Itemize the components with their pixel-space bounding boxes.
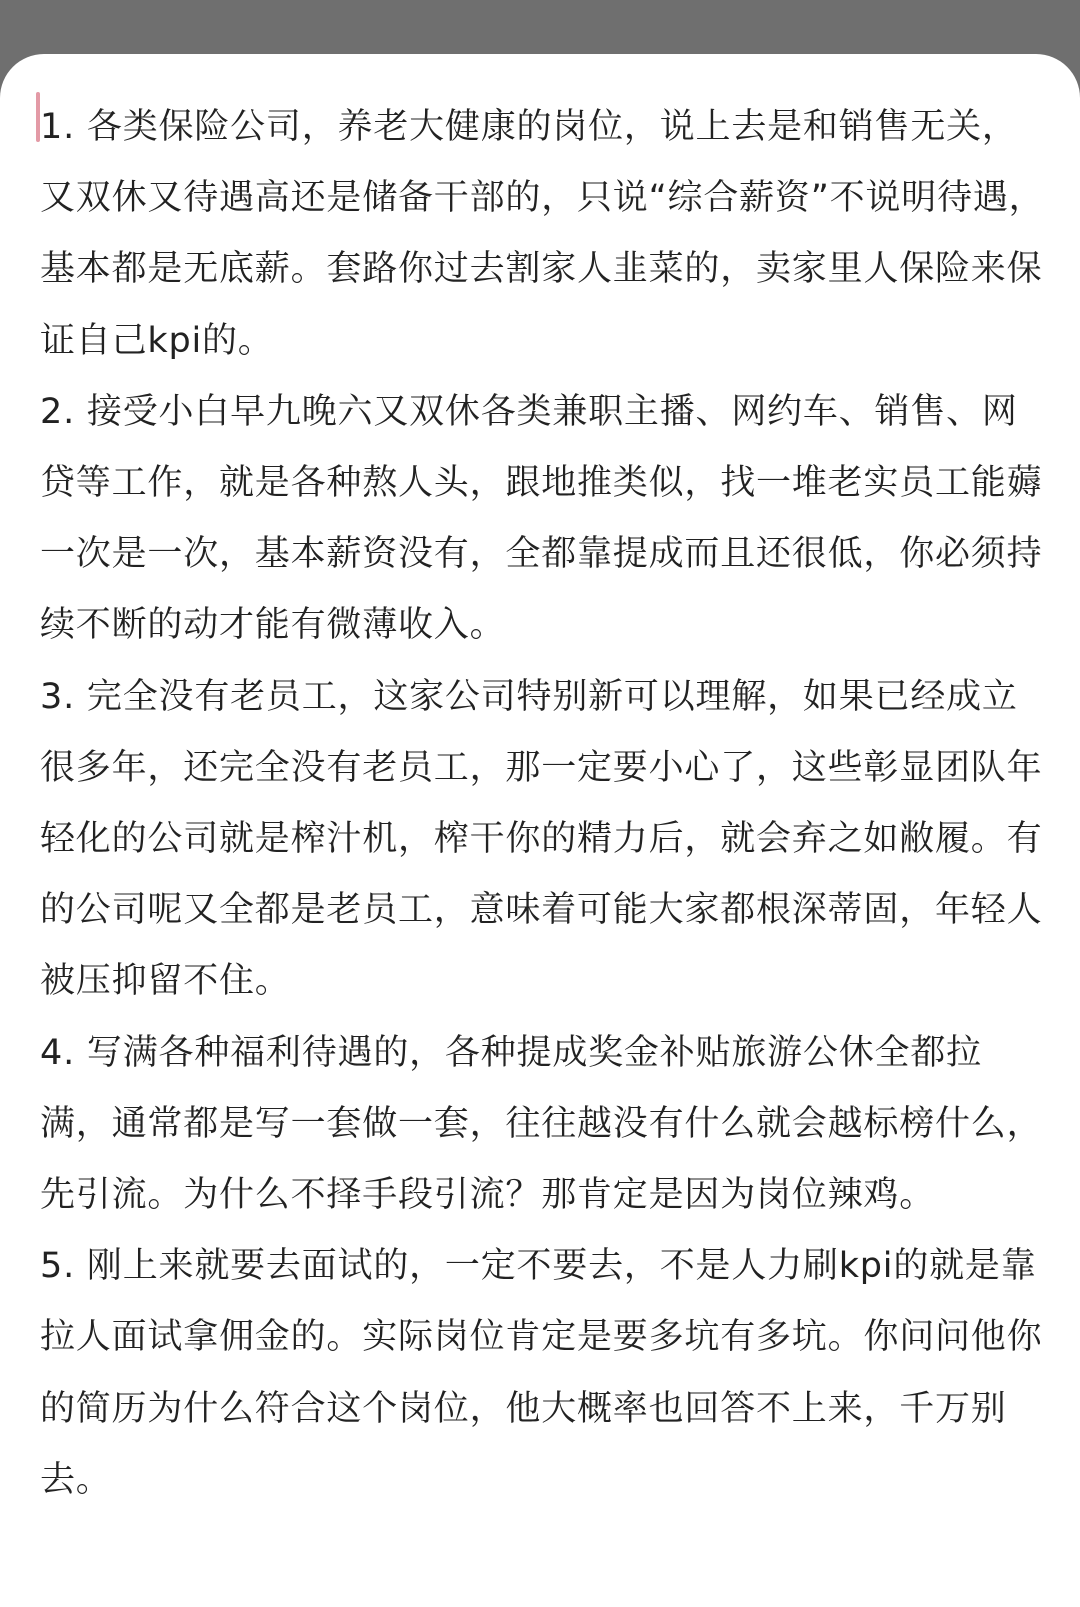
paragraph-4: 4. 写满各种福利待遇的，各种提成奖金补贴旅游公休全都拉满，通常都是写一套做一套，往往越没有什么就会越标榜什么，先引流。为什么不择手段引流？那肯定是因为岗位辣鸡。 (40, 1032, 1043, 1216)
paragraph-3: 3. 完全没有老员工，这家公司特别新可以理解，如果已经成立很多年，还完全没有老员工，那一定要小心了，这些彰显团队年轻化的公司就是榨汁机，榨干你的精力后，就会弃之如敝履。有的公司呢又全都是老员工，意味着可能大家都根深蒂固，年轻人被压抑留不住。 (40, 676, 1043, 1002)
paragraph-5: 5. 刚上来就要去面试的，一定不要去，不是人力刷kpi的就是靠拉人面试拿佣金的。实际岗位肯定是要多坑有多坑。你问问他你的简历为什么符合这个岗位，他大概率也回答不上来，千万别去。 (40, 1246, 1043, 1500)
paragraph-1: 1. 各类保险公司，养老大健康的岗位，说上去是和销售无关，又双休又待遇高还是储备干部的，只说“综合薪资”不说明待遇，基本都是无底薪。套路你过去割家人韭菜的，卖家里人保险来保证自己kpi的。 (40, 107, 1045, 361)
note-card (0, 54, 1080, 1607)
top-dim-bar (0, 0, 1080, 60)
paragraph-2: 2. 接受小白早九晚六又双休各类兼职主播、网约车、销售、网贷等工作，就是各种熬人头，跟地推类似，找一堆老实员工能薅一次是一次，基本薪资没有，全都靠提成而且还很低，你必须持续不断的动才能有微薄收入。 (40, 391, 1043, 646)
note-text-area[interactable] (40, 92, 1050, 1516)
text-cursor (36, 92, 40, 142)
